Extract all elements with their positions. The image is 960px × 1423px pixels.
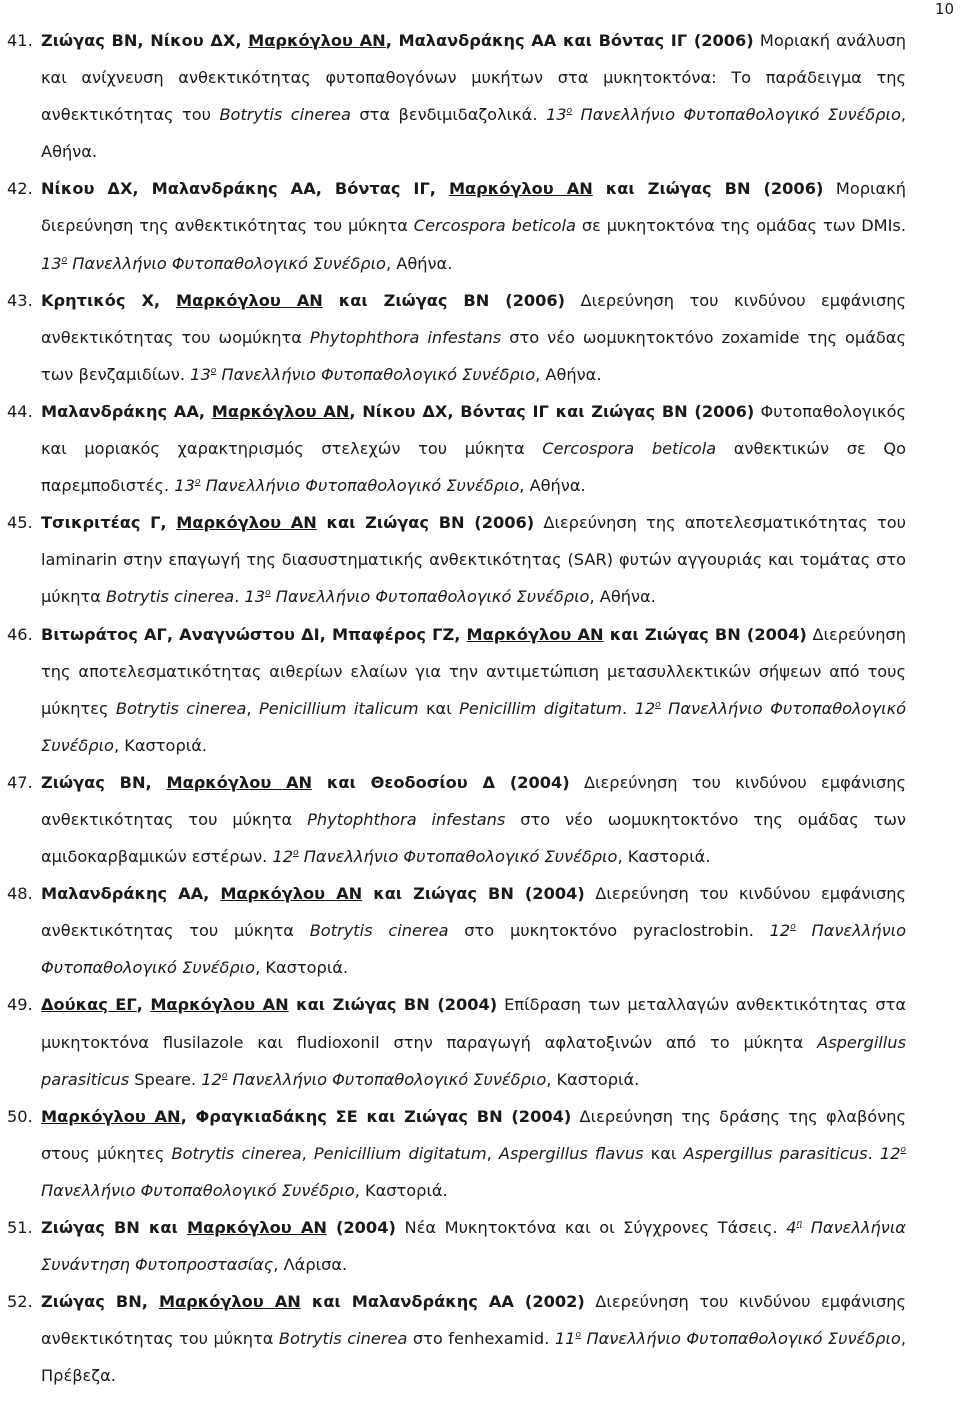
reference-authors: και Ζιώγας ΒΝ (2006) [316,513,535,533]
reference-italic-text: Πανελλήνιο Φυτοπαθολογικό Συνέδριο [216,364,536,384]
reference-text: και [643,1143,684,1163]
ordinal-superscript: ο [566,106,573,117]
reference-text: Διερεύνηση του κινδύνου εμφάνισης ανθεκτικότητας του μύκητα [41,1292,906,1349]
reference-authors: Τσικριτέας Γ, [41,513,177,533]
ordinal-superscript: ο [265,588,271,599]
reference-italic-text: Botrytis cinerea [309,921,449,941]
reference-italic-text: Aspergillus flavus [498,1143,644,1163]
reference-italic-text: 12 [201,1069,222,1089]
reference-author-highlighted: Μαρκόγλου ΑΝ [186,1218,327,1237]
reference-number: 47. [7,772,33,792]
reference-italic-text: Phytophthora infestans [309,327,502,347]
reference-number: 52. [7,1292,33,1312]
reference-text: Διερεύνηση του κινδύνου εμφάνισης ανθεκτικότητας του ωομύκητα [41,290,906,347]
reference-author-highlighted: Μαρκόγλου ΑΝ [220,884,363,904]
reference-number: 44. [7,401,33,421]
reference-text: στο νέο ωομυκητοκτόνο zoxamide της ομάδας των βενζαμιδίων. [41,327,906,384]
reference-author-highlighted: Μαρκόγλου ΑΝ [466,624,604,644]
reference-authors: και Ζιώγας ΒΝ (2006) [592,179,824,199]
reference-number: 48. [7,884,33,904]
reference-authors: Μαλανδράκης ΑΑ, [41,401,212,421]
reference-number: 46. [7,624,33,644]
reference-italic-text: Πανελλήνιο Φυτοπαθολογικό Συνέδριο [200,476,520,496]
reference-text: . [867,1143,880,1163]
reference-italic-text: Aspergillus parasiticus [683,1143,868,1163]
reference-text: ανθεκτικών σε Qo παρεμποδιστές. [41,439,906,496]
reference-italic-text: Botrytis cinerea [106,587,235,607]
reference-text: Νέα Μυκητοκτόνα και οι Σύγχρονες Τάσεις. [395,1218,787,1237]
reference-author-highlighted: Μαρκόγλου ΑΝ [176,290,323,310]
ordinal-superscript: ο [221,1070,228,1081]
reference-authors: , Φραγκιαδάκης ΣΕ και Ζιώγας ΒΝ (2004) [180,1106,572,1126]
reference-author-highlighted: Δούκας ΕΓ [41,995,137,1015]
reference-italic-text: Πανελλήνιο Φυτοπαθολογικό Συνέδριο [67,253,386,273]
ordinal-superscript: ο [790,922,796,933]
ordinal-superscript: ο [210,365,217,376]
reference-italic-text: Πανελλήνιο Φυτοπαθολογικό Συνέδριο [572,105,901,125]
ordinal-superscript: ο [655,699,661,710]
reference-author-highlighted: Μαρκόγλου ΑΝ [448,179,593,199]
reference-text: και [418,698,460,718]
reference-italic-text: Πανελλήνιο Φυτοπαθολογικό Συνέδριο [41,921,906,978]
reference-author-highlighted: Μαρκόγλου ΑΝ [41,1106,181,1126]
reference-item [0,986,906,1097]
reference-italic-text: Πανελλήνιο Φυτοπαθολογικό Συνέδριο [41,1180,355,1200]
reference-italic-text: Cercospora beticola [413,216,576,236]
reference-italic-text: Cercospora beticola [542,439,717,459]
reference-number: 42. [7,179,33,199]
reference-authors: Βιτωράτος ΑΓ, Αναγνώστου ΔΙ, Μπαφέρος ΓΖ, [41,624,467,644]
reference-text: , Καστοριά. [617,847,711,867]
reference-item [0,393,906,504]
reference-authors: Ζιώγας ΒΝ, [41,1292,159,1312]
reference-text: , Καστοριά. [113,735,208,755]
reference-authors: Νίκου ΔΧ, Μαλανδράκης ΑΑ, Βόντας ΙΓ, [41,179,449,199]
reference-text: Διερεύνηση της αποτελεσματικότητας αιθερίων ελαίων για την αντιμετώπιση μετασυλλεκτικών σήψεων από τους μύκητες [41,624,906,718]
reference-text: , Καστοριά. [255,958,349,978]
reference-item [0,22,906,170]
reference-item [0,504,906,615]
reference-italic-text: Botrytis cinerea [115,698,247,718]
page-number: 10 [934,0,954,18]
reference-text: , [246,698,260,718]
reference-italic-text: Πανελλήνιο Φυτοπαθολογικό Συνέδριο [227,1069,547,1089]
reference-authors: και Ζιώγας ΒΝ (2006) [322,290,566,310]
reference-italic-text: Penicillium digitatum [313,1143,487,1163]
reference-authors: , Μαλανδράκης ΑΑ και Βόντας ΙΓ (2006) [385,31,754,50]
reference-italic-text: 12 [769,921,791,941]
reference-author-highlighted: Μαρκόγλου ΑΝ [150,995,289,1015]
reference-item [0,764,906,875]
reference-text: . [234,587,245,607]
ordinal-superscript: η [796,1219,803,1229]
reference-text: , [486,1143,499,1163]
reference-italic-text: Πανελλήνια Συνάντηση Φυτοπροστασίας [41,1218,906,1275]
reference-number: 45. [7,513,33,533]
reference-italic-text: Πανελλήνιο Φυτοπαθολογικό Συνέδριο [298,847,618,867]
reference-list [0,22,906,1394]
reference-italic-text: Πανελλήνιο Φυτοπαθολογικό Συνέδριο [41,698,907,755]
reference-authors: Ζιώγας ΒΝ, [41,772,167,792]
reference-item [0,1283,906,1394]
reference-authors: , Νίκου ΔΧ, Βόντας ΙΓ και Ζιώγας ΒΝ (2006) [349,401,755,421]
reference-text: , Πρέβεζα. [41,1329,906,1386]
reference-italic-text: Botrytis cinerea [219,105,351,125]
reference-number: 43. [7,290,33,310]
reference-authors: και Ζιώγας ΒΝ (2004) [288,995,498,1015]
reference-number: 41. [7,31,33,50]
ordinal-superscript: ο [194,477,201,488]
reference-italic-text: 4 [786,1218,797,1237]
reference-text: Μοριακή διερεύνηση της ανθεκτικότητας του μύκητα [41,179,906,236]
reference-text: , Αθήνα. [519,476,586,496]
reference-authors: Κρητικός Χ, [41,290,177,310]
reference-italic-text: 13 [545,105,567,125]
reference-author-highlighted: Μαρκόγλου ΑΝ [211,401,350,421]
reference-italic-text: Aspergillus parasiticus [41,1032,906,1089]
reference-italic-text: 12 [272,847,294,867]
reference-text: Επίδραση των μεταλλαγών ανθεκτικότητας στα μυκητοκτόνα flusilazole και fludioxonil στην παραγωγή αφλατοξινών από το μύκητα [41,995,906,1052]
reference-text: Διερεύνηση του κινδύνου εμφάνισης ανθεκτικότητας του μύκητα [41,884,906,941]
reference-italic-text: 11 [554,1329,576,1349]
reference-text: , Λάρισα. [273,1255,348,1275]
reference-number: 50. [7,1106,33,1126]
reference-author-highlighted: Μαρκόγλου ΑΝ [158,1292,301,1312]
reference-italic-text: Penicillim digitatum [459,698,622,718]
reference-italic-text: Penicillium italicum [259,698,419,718]
ordinal-superscript: ο [61,254,68,265]
reference-authors: , [136,995,151,1015]
reference-number: 51. [7,1218,33,1237]
reference-text: στα βενδιμιδαζολικά. [350,105,546,125]
reference-text: Φυτοπαθολογικός και μοριακός χαρακτηρισμός στελεχών του μύκητα [41,401,906,459]
reference-italic-text: 13 [244,587,266,607]
reference-italic-text: Botrytis cinerea [171,1143,302,1163]
reference-item [0,1098,906,1209]
reference-italic-text: 12 [879,1143,901,1163]
reference-author-highlighted: Μαρκόγλου ΑΝ [166,772,313,792]
reference-item [0,170,906,281]
reference-italic-text: Πανελλήνιο Φυτοπαθολογικό Συνέδριο [580,1329,901,1349]
reference-italic-text: 13 [190,364,211,384]
reference-number: 49. [7,995,33,1015]
reference-text: , Αθήνα. [385,253,453,273]
reference-text: , Αθήνα. [535,364,602,384]
reference-item [0,616,906,764]
reference-authors: και Θεοδοσίου Δ (2004) [312,772,570,792]
reference-item [0,1209,906,1283]
reference-authors: Ζιώγας ΒΝ και [41,1218,187,1237]
reference-italic-text: Πανελλήνιο Φυτοπαθολογικό Συνέδριο [270,587,590,607]
ordinal-superscript: ο [293,848,299,859]
ordinal-superscript: ο [900,1144,907,1155]
reference-text: Speare. [129,1069,202,1089]
reference-author-highlighted: Μαρκόγλου ΑΝ [248,31,386,50]
reference-authors: και Ζιώγας ΒΝ (2004) [362,884,585,904]
reference-text: , Αθήνα. [41,105,906,162]
reference-text: στο νέο ωομυκητοκτόνο της ομάδας των αμιδοκαρβαμικών εστέρων. [41,809,906,867]
reference-italic-text: Botrytis cinerea [278,1329,408,1349]
reference-authors: (2004) [326,1218,396,1237]
reference-text: . [621,698,635,718]
reference-authors: Μαλανδράκης ΑΑ, [41,884,221,904]
reference-authors: και Μαλανδράκης ΑΑ (2002) [300,1292,585,1312]
reference-italic-text: Phytophthora infestans [307,809,506,829]
reference-author-highlighted: Μαρκόγλου ΑΝ [176,513,317,533]
ordinal-superscript: ο [575,1330,581,1341]
reference-text: Διερεύνηση της αποτελεσματικότητας του laminarin στην επαγωγή της διασυστηματικής ανθεκτικότητας (SAR) φυτών αγγουριάς και τομάτας στο μύκητα [41,513,906,607]
reference-italic-text: 12 [634,698,656,718]
reference-italic-text: 13 [174,476,195,496]
reference-italic-text: 13 [41,253,62,273]
reference-authors: και Ζιώγας ΒΝ (2004) [603,624,807,644]
reference-text: Διερεύνηση του κινδύνου εμφάνισης ανθεκτικότητας του μύκητα [41,772,906,829]
reference-authors: Ζιώγας ΒΝ, Νίκου ΔΧ, [41,31,249,50]
reference-text: , [301,1143,314,1163]
reference-item [0,875,906,986]
reference-text: στο μυκητοκτόνο pyraclostrobin. [448,921,770,941]
reference-text: Μοριακή ανάλυση και ανίχνευση ανθεκτικότητας φυτοπαθογόνων μυκήτων στα μυκητοκτόνα: Το παράδειγμα της ανθεκτικότητας του [41,31,906,125]
reference-text: σε μυκητοκτόνα της ομάδας των DMIs. [575,216,906,236]
reference-text: Διερεύνηση της δράσης της φλαβόνης στους μύκητες [41,1106,906,1163]
reference-text: , Αθήνα. [589,587,656,607]
reference-text: στο fenhexamid. [407,1329,555,1349]
reference-item [0,282,906,393]
reference-text: , Καστοριά. [546,1069,640,1089]
reference-text: , Καστοριά. [354,1180,448,1200]
